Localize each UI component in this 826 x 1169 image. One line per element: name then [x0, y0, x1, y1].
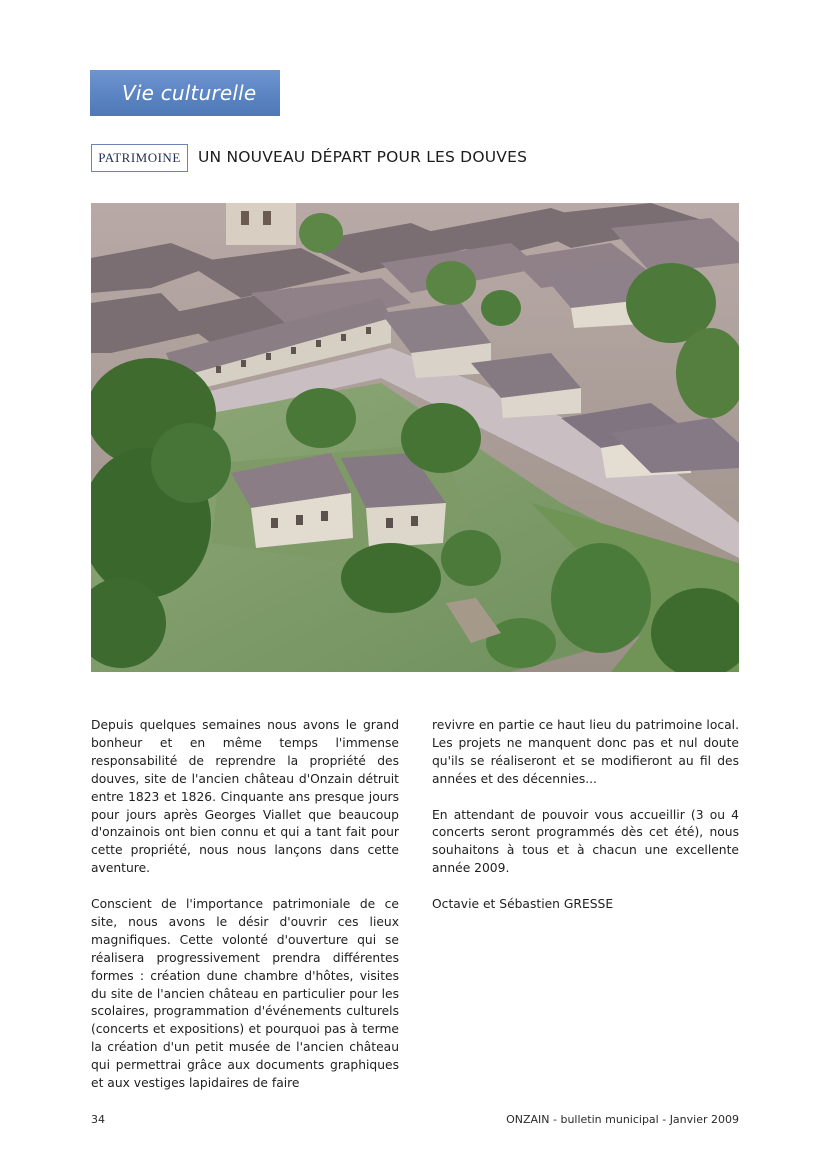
- article-headline: UN NOUVEAU DÉPART POUR LES DOUVES: [198, 148, 528, 166]
- paragraph: En attendant de pouvoir vous accueillir (3 ou 4 concerts seront programmés dès cet été), nous souhaitons à tous et à chacun une excellente année 2009.: [432, 807, 739, 876]
- page-number: 34: [91, 1113, 105, 1126]
- article-column-left: [91, 717, 399, 1111]
- paragraph: Conscient de l'importance patrimoniale de ce site, nous avons le désir d'ouvrir ces lieux magnifiques. Cette volonté d'ouverture qui se réalisera progressivement prendra différentes formes : création dune chambre d'hôtes, visites du site de l'ancien château en particulier pour les scolaires, programmation d'événements culturels (concerts et expositions) et pourquoi pas à terme la création d'un petit musée de l'ancien château qui permettrai grâce aux documents graphiques et aux vestiges lapidaires de faire: [91, 897, 399, 1091]
- article-signature: Octavie et Sébastien GRESSE: [432, 897, 614, 912]
- article-column-right: [432, 717, 739, 932]
- paragraph: Depuis quelques semaines nous avons le grand bonheur et en même temps l'immense responsabilité de reprendre la propriété des douves, site de l'ancien château d'Onzain détruit entre 1823 et 1826. Cinquante ans presque jours pour jours après Georges Viallet que beaucoup d'onzainois ont bien connu et qui a tant fait pour cette propriété, nous nous lançons dans cette aventure.: [91, 718, 399, 876]
- aerial-photo-illustration: [91, 203, 739, 672]
- section-title: Vie culturelle: [122, 81, 257, 105]
- section-banner: [90, 70, 280, 116]
- publication-footer: ONZAIN - bulletin municipal - Janvier 2009: [506, 1113, 739, 1126]
- aerial-photo: [91, 203, 739, 672]
- category-tag: PATRIMOINE: [91, 144, 188, 172]
- paragraph: revivre en partie ce haut lieu du patrimoine local. Les projets ne manquent donc pas et nul doute qu'ils se réaliseront et se modifieront au fil des années et des décennies...: [432, 718, 739, 786]
